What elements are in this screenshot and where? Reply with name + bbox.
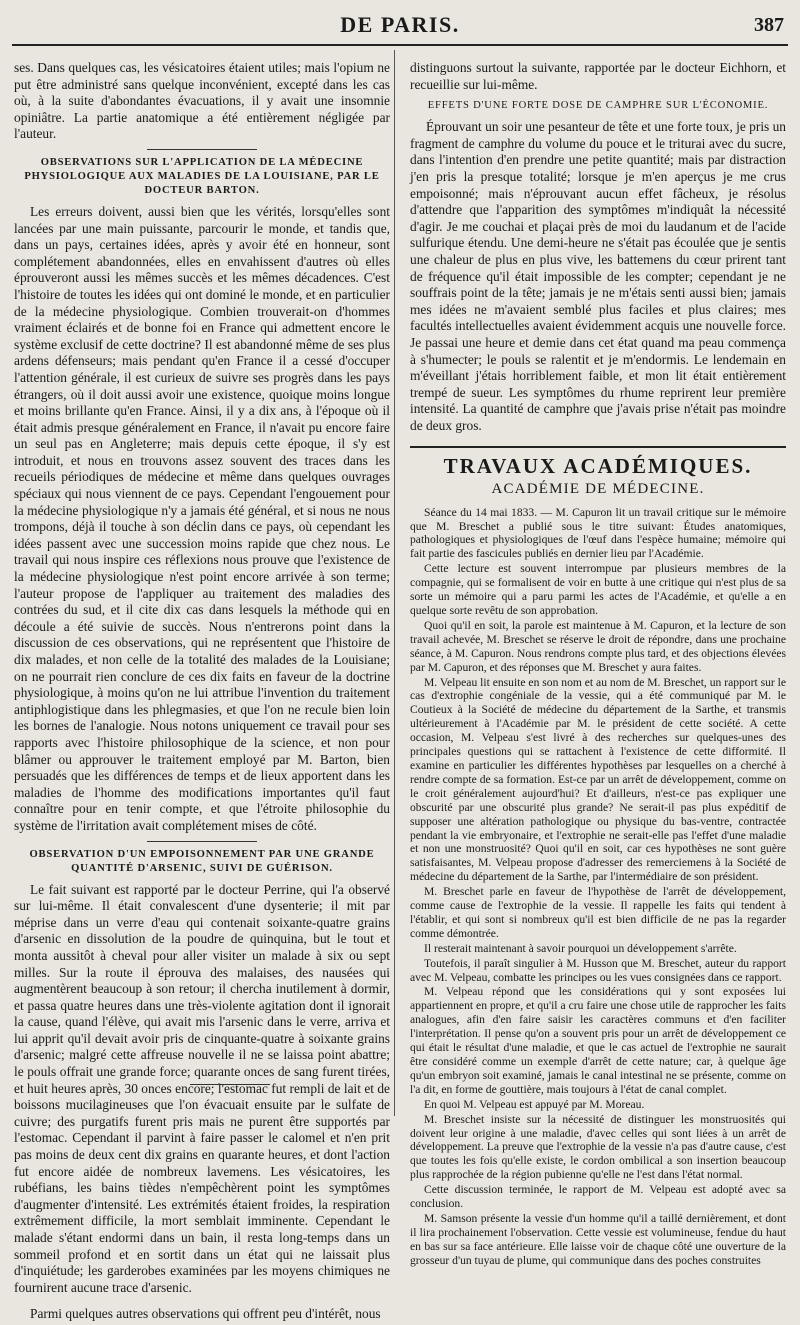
left-paragraph-final: Parmi quelques autres observations qui offrent peu d'intérêt, nous [30, 1306, 381, 1322]
left-column [14, 60, 390, 1325]
report-paragraph: M. Breschet insiste sur la nécessité de distinguer les monstruosités qui doivent leur origine à une maladie, d'avec celles qui sont liées à un arrêt de développement. La preuve que l'extrophie de la vessie n'a pas d'autre cause, c'est que toutes les fois qu'elle existe, le cordon ombilical a son insertion beaucoup plus rapprochée de la région pubienne qu'elle ne l'est dans l'état normal. [410, 1112, 786, 1182]
spacer [14, 1298, 390, 1306]
divider [147, 149, 257, 150]
running-title: DE PARIS. [340, 12, 460, 37]
article-heading-camphre: EFFETS D'UNE FORTE DOSE DE CAMPHRE SUR L'ÉCONOMIE. [427, 100, 769, 112]
left-paragraph-perrine: Le fait suivant est rapporté par le docteur Perrine, qui l'a observé sur lui-même. Il était convalescent d'une dysenterie; il mit par méprise dans un verre d'eau qui contenait soixante-quatre grains d'arsenic en dissolution de la poudre de quinquina, but le tout et monta aussitôt à cheval pour aller visiter un malade à six ou sept milles. Sur la route il éprouva des malaises, des nausées qui augmentèrent beaucoup à son retour; il chercha inutilement à dormir, et passa quatre heures dans une très-violente agitation dont il ignorait la cause, quand l'élève, qui avait mis l'arsenic dans le verre, arriva et lui apprit qu'il devait avoir pris de cinquante-quatre à soixante grains d'arsenic; malgré cette affreuse nouvelle il ne se laissa point abattre; le pouls offrait une grande force; quarante onces de sang furent tirées, et huit heures après, 30 onces encore; l'estomac fut rempli de lait et de boissons mucilagineuses que l'on évacuait ensuite par le sulfate de cuivre; des purgatifs furent pris mais ne purent être supportés par l'estomac. Cependant il parvint à faire passer le calomel et n'en prit pas moins de deux cent dix grains en quarante heures, et dont l'action fut encore aidée de nombreux lavemens. Les vésicatoires, les rubéfians, les bains tièdes n'empêchèrent point les symptômes d'augmenter d'intensité. Les extrémités étaient froides, la respiration extrêmement difficile, la mort semblait imminente. Cependant le malade s'étant endormi dans un bain, il resta long-temps dans un sommeil profond et en sortit dans un état qui ne laissait plus d'inquiétude; les garderobes examinées par les moyens chimiques ne fournirent aucune trace d'arsenic. [14, 881, 390, 1295]
report-paragraph: En quoi M. Velpeau est appuyé par M. Moreau. [424, 1097, 645, 1111]
right-paragraph-continuation: distinguons surtout la suivante, rapportée par le docteur Eichhorn, et recueillie sur lui-même. [410, 60, 786, 92]
report-paragraph: Cette lecture est souvent interrompue par plusieurs membres de la compagnie, qui se formalisent de voir en butte à une critique qui n'est plus de sa sorte un mémoire qui a paru parmi les actes de l'Académie, et qu'elle a en quelque sorte revêtu de son approbation. [410, 562, 786, 617]
left-paragraph-continuation: ses. Dans quelques cas, les vésicatoires étaient utiles; mais l'opium ne put être administré sans quelque inconvénient, excepté dans les cas où, à la suite d'abondantes évacuations, il y avait une insomnie opiniâtre. La partie anatomique a été entièrement négligée par l'auteur. [14, 60, 390, 142]
right-paragraph-camphre: Éprouvant un soir une pesanteur de tête et une forte toux, je pris un fragment de camphre du volume du pouce et le triturai avec du sucre, dans l'intention d'en prendre une petite quantité; mais par distraction j'en pris la presque totalité; lorsque je m'en aperçus je me crus empoisonné; mais n'éprouvant aucun effet fâcheux, je résolus d'attendre que l'apparition des symptômes m'indiquât la nécessité d'agir. Je me couchai et plaçai près de moi du laudanum et de l'acide sulfurique étendu. Une demi-heure ne s'était pas écoulée que je sentis une chaleur de plus en plus vive, les battemens du cœur prirent tant de fréquence qu'il était impossible de les compter; cependant je ne souffrais point de la tête; jamais je ne m'étais senti aussi bien; jamais mes idées ne m'avaient semblé plus faciles et plus claires; mes facultés intellectuelles avaient évidemment acquis une nouvelle force. Je passai une heure et demie dans cet état quand ma peau commença à s'humecter; le pouls se ralentit et je m'endormis. Le lendemain en m'éveillant j'étais horriblement faible, et mon lit était entièrement trempé de sueur. Les symptômes du rhume reprirent leur première intensité. La quantité de camphre que j'avais prise n'était pas moindre de deux gros. [410, 119, 786, 433]
page-header [0, 12, 800, 46]
report-paragraph: M. Breschet parle en faveur de l'hypothèse de l'arrêt de développement, comme cause de l'extrophie de la vessie. Il rappelle les faits qui tendent à l'établir, et qui sont si nombreux qu'il est bien difficile de ne pas la regarder comme démontrée. [410, 885, 786, 940]
report-paragraph: M. Samson présente la vessie d'un homme qu'il a taillé dernièrement, et dont il lira prochainement l'observation. Cette vessie est volumineuse, fendue du haut en bas sur sa face antérieure. Elle laisse voir de chaque côté une ouverture de la grosseur d'un tuyau de plume, qui communique dans des poches construites [410, 1211, 786, 1267]
report-paragraph: M. Velpeau répond que les considérations qui y sont exposées lui appartiennent en propre, et qu'il a cru faire une chose utile de rapprocher les faits analogues, afin d'en faire saisir les caractères communs et d'en faciliter l'interprétation. Il pense qu'on a souvent pris pour un arrêt de développement ce qui était le résultat d'une maladie, et que le cas actuel de l'extrophie ne saurait être considéré comme un exemple d'arrêt de cette nature; car, à quelque âge qu'un embryon soit examiné, jamais le canal intestinal ne se présente, comme on l'a dit, en forme de gouttière, mais toujours à l'état de canal complet. [410, 985, 786, 1096]
column-separator [394, 50, 395, 1116]
page-number: 387 [754, 14, 784, 36]
report-paragraph: Il resterait maintenant à savoir pourquoi un développement s'arrête. [424, 941, 737, 955]
divider [147, 841, 257, 842]
section-subtitle: ACADÉMIE DE MÉDECINE. [491, 481, 705, 498]
article-heading-barton: OBSERVATIONS SUR L'APPLICATION DE LA MÉDECINE PHYSIOLOGIQUE AUX MALADIES DE LA LOUISIANE, PAR LE DOCTEUR BARTON. [24, 156, 380, 196]
section-rule [410, 446, 786, 448]
header-rule [12, 44, 788, 46]
right-column [410, 60, 786, 1269]
report-paragraph: Cette discussion terminée, le rapport de M. Velpeau est adopté avec sa conclusion. [410, 1183, 786, 1211]
report-paragraph: M. Velpeau lit ensuite en son nom et au nom de M. Breschet, un rapport sur le cas d'extrophie congéniale de la vessie, qui a été communiqué par M. le Coutieux à la Société de médecine du département de la Sarthe, et transmis ultérieurement à l'Académie par M. le président de cette société. A cette occasion, M. Velpeau s'est livré à des recherches sur quelques-unes des principales questions qui se rattachent à l'existence de cette difformité. Il examine en particulier les différentes hypothèses par lesquelles on a cherché à rendre compte de sa formation. Est-ce par un arrêt de développement, comme on le croit généralement aujourd'hui? Et d'ailleurs, n'est-ce pas expliquer une obscurité par une obscurité plus grande? Ne serait-il pas plus expéditif de supposer une altération pathologique ou physique du bas-ventre, contractée pendant la vie embryonaire, et l'extrophie ne serait-elle pas l'effet d'une maladie et non une monstruosité? Quoi qu'il en soit, car ces hypothèses ne sont guère satisfaisantes, M. Velpeau propose d'adresser des remerciemens à la Société de médecine du département de la Sarthe, par l'intermédiaire de son président. [410, 675, 787, 884]
article-heading-arsenic: OBSERVATION D'UN EMPOISONNEMENT PAR UNE GRANDE QUANTITÉ D'ARSENIC, SUIVI DE GUÉRISON. [29, 848, 375, 874]
report-paragraph: Quoi qu'il en soit, la parole est maintenue à M. Capuron, et la lecture de son travail achevée, M. Breschet se réserve le droit de répondre, dans une prochaine séance, à M. Capuron. Nous rendrons compte plus tard, et des objections élevées par M. Capuron, et des réponses que M. Breschet y aura faites. [410, 618, 786, 674]
report-paragraph: Toutefois, il paraît singulier à M. Husson que M. Breschet, auteur du rapport avec M. Velpeau, combatte les principes ou les vues consignées dans ce rapport. [410, 956, 786, 984]
academie-report [410, 506, 786, 1268]
left-paragraph-barton: Les erreurs doivent, aussi bien que les vérités, lorsqu'elles sont lancées par une main puissante, parcourir le monde, et tandis que, dans un pays, certaines idées, après y avoir été en honneur, sont complétement abandonnées, elles en envahissent d'autres où elles éprouveront aussi les mêmes succès et les mêmes décadences. C'est l'histoire de toutes les idées qui ont dominé le monde, et en particulier de la médecine physiologique. Combien trouverait-on d'hommes vraiment éclairés et de bonne foi en France qui admettent encore le système exclusif de cette doctrine? Il est abandonné même de ses plus ardens défenseurs; mais pendant qu'en France il a cessé d'occuper l'attention générale, il est curieux de suivre ses progrès dans les pays étrangers, où il doit aussi avoir une existence, quoique moins longue et moins brillante qu'en France. Ainsi, il y a dix ans, à l'époque où il était admis presque généralement en France, il n'avait pu encore faire un seul pas en Angleterre; mais depuis cette époque, il s'y est introduit, et nous en trouvons assez souvent des traces dans les recueils périodiques de médecine et même dans quelques ouvrages spéciaux qui nous viennent de ce pays. Cependant l'engouement pour la médecine physiologique n'y a jamais été général, et si nous ne nous trompons, déjà il touche à son déclin dans ce pays, où cependant les idées passent avec une succession moins rapide que chez nous. Le travail qui nous inspire ces réflexions nous prouve que l'existence de la médecine physiologique n'est point encore arrivée à son terme; l'auteur propose de l'appliquer au traitement des maladies des contrées du sud, et il cite dix cas dans lesquels la méthode qui en découle a été suivie de succès. Nous n'entrerons point dans la discussion de ces observations, qui ne représentent que l'histoire de dix malades, et non celle de la totalité des malades de la Louisiane; on ne pourrait rien conclure de ces dix faits en faveur de la doctrine physiologique, à moins qu'on ne lui attribue l'invention du traitement antiphlogistique dans les phlegmasies, et que l'on ne recule bien loin les bornes de l'analogie. Nous notons uniquement ce travail pour ses rapports avec l'histoire philosophique de la science, et non pour blâmer ou approuver le traitement employé par M. Barton, bien persuadés que les différences de temps et de lieux apportent dans les maladies de l'homme des modifications importantes qu'il faut connaître pour en tenir compte, et que l'étroite philosophie du système de l'irritation avait complétement mises de côté. [14, 203, 390, 833]
section-title: TRAVAUX ACADÉMIQUES. [443, 454, 753, 479]
divider [190, 1084, 270, 1085]
report-paragraph: Séance du 14 mai 1833. — M. Capuron lit un travail critique sur le mémoire que M. Breschet a publié sous le titre suivant: Études anatomiques, pathologiques et physiologiques de l'œuf dans l'espèce humaine; mémoire qui fait partie des fascicules publiés en dernier lieu par l'Académie. [410, 505, 786, 561]
